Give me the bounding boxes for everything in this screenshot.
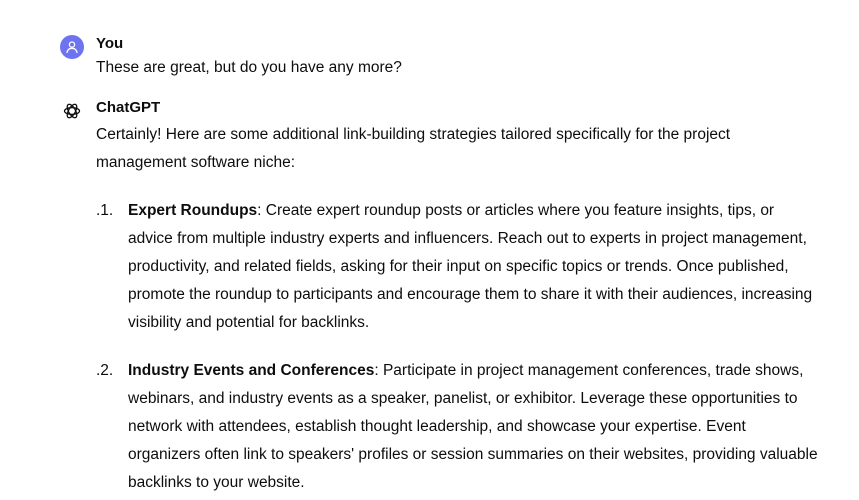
list-item — [96, 197, 819, 337]
openai-logo-icon — [62, 101, 82, 121]
list-item-text: : Participate in project management conferences, trade shows, webinars, and industry events as a speaker, panelist, or exhibitor. Leverage these opportunities to network with attendees, establish thought leadership, and showcase your expertise. Event organizers often link to speakers' profiles or session summaries on their websites, providing valuable backlinks to your website. — [128, 362, 818, 491]
assistant-message — [60, 97, 819, 500]
list-item-text: : Create expert roundup posts or articles where you feature insights, tips, or advice from multiple industry experts and influencers. Reach out to experts in project management, productivity, and related fields, asking for their input on specific topics or trends. Once published, promote the roundup to participants and encourage them to share it with their audiences, increasing visibility and potential for backlinks. — [128, 202, 813, 331]
assistant-avatar — [60, 99, 84, 123]
list-item — [96, 357, 819, 497]
user-author-name: You — [96, 35, 124, 52]
assistant-message-body — [96, 97, 819, 497]
user-icon — [65, 40, 79, 54]
user-message — [60, 33, 819, 81]
strategy-list — [96, 197, 819, 497]
list-item-title: Industry Events and Conferences — [128, 362, 375, 379]
list-item-title: Expert Roundups — [128, 202, 258, 219]
user-message-body — [96, 33, 819, 81]
list-item-number: .1. — [96, 202, 114, 219]
user-message-text: These are great, but do you have any more? — [96, 59, 402, 76]
assistant-intro-text: Certainly! Here are some additional link-building strategies tailored specifically for the project management software niche: — [96, 126, 731, 171]
list-item-number: .2. — [96, 362, 114, 379]
assistant-author-name: ChatGPT — [96, 99, 161, 116]
user-avatar — [60, 35, 84, 59]
